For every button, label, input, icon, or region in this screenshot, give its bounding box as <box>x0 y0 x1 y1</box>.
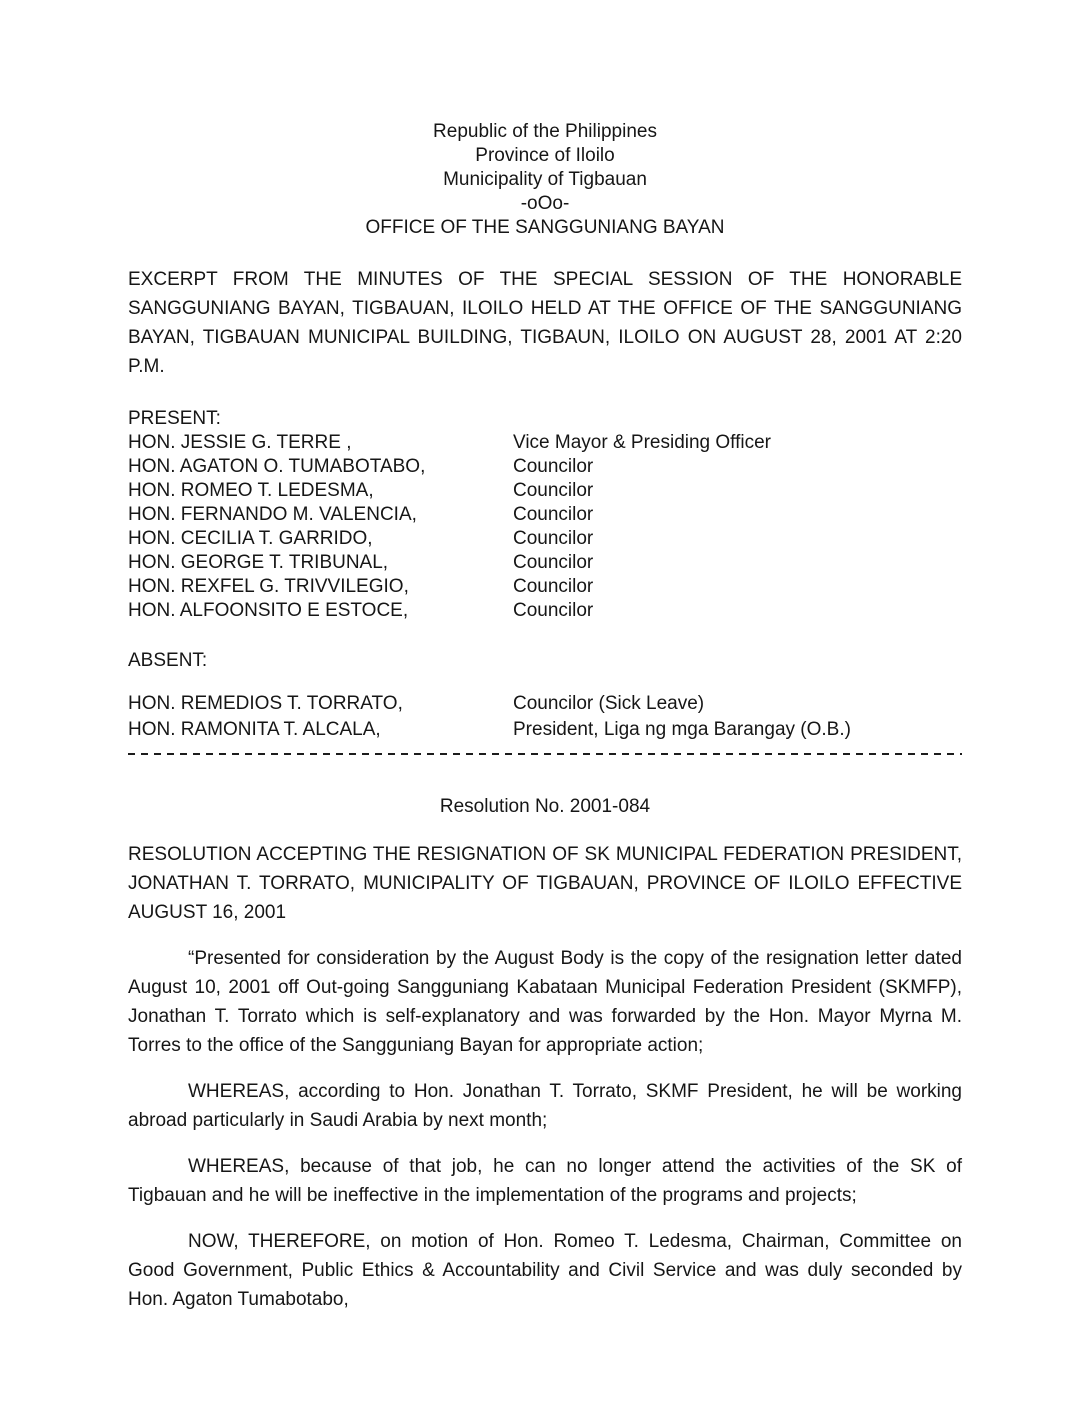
member-name: HON. CECILIA T. GARRIDO, <box>128 528 373 549</box>
member-role: Vice Mayor & Presiding Officer <box>513 432 772 453</box>
resolution-title: RESOLUTION ACCEPTING THE RESIGNATION OF SK MUNICIPAL FEDERATION PRESIDENT, JONATHAN T. TORRATO, MUNICIPALITY OF TIGBAUAN, PROVINCE OF ILOILO EFFECTIVE AUGUST 16, 2001 <box>128 844 962 923</box>
header-line-municipality: Municipality of Tigbauan <box>443 169 647 190</box>
member-role: Councilor <box>513 528 594 549</box>
member-name: HON. REXFEL G. TRIVVILEGIO, <box>128 576 409 597</box>
member-role: President, Liga ng mga Barangay (O.B.) <box>513 719 851 740</box>
resolution-paragraph-whereas-2: WHEREAS, because of that job, he can no longer attend the activities of the SK of Tigbauan and he will be ineffective in the implementation of the programs and projects; <box>128 1156 962 1206</box>
resolution-number: Resolution No. 2001-084 <box>439 796 651 817</box>
resolution-paragraph-whereas-1: WHEREAS, according to Hon. Jonathan T. Torrato, SKMF President, he will be working abroad particularly in Saudi Arabia by next month; <box>128 1081 962 1131</box>
member-name: HON. FERNANDO M. VALENCIA, <box>128 504 417 525</box>
dashed-divider <box>128 752 962 755</box>
present-row <box>128 503 962 527</box>
member-role: Councilor <box>513 600 594 621</box>
present-row <box>128 575 962 599</box>
absent-row <box>128 717 962 743</box>
excerpt-paragraph: EXCERPT FROM THE MINUTES OF THE SPECIAL SESSION OF THE HONORABLE SANGGUNIANG BAYAN, TIGBAUAN, ILOILO HELD AT THE OFFICE OF THE SANGGUNIANG BAYAN, TIGBAUAN MUNICIPAL BUILDING, TIGBAUN, ILOILO ON AUGUST 28, 2001 AT 2:20 P.M. <box>128 269 962 377</box>
member-name: HON. ROMEO T. LEDESMA, <box>128 480 374 501</box>
header-line-province: Province of Iloilo <box>475 145 615 166</box>
absent-roster <box>128 691 962 743</box>
absent-row <box>128 691 962 717</box>
member-role: Councilor <box>513 480 594 501</box>
document-header <box>128 120 962 240</box>
present-roster <box>128 431 962 623</box>
member-name: HON. GEORGE T. TRIBUNAL, <box>128 552 389 573</box>
member-role: Councilor (Sick Leave) <box>513 693 705 714</box>
resolution-paragraph-presented: “Presented for consideration by the August Body is the copy of the resignation letter dated August 10, 2001 off Out-going Sangguniang Kabataan Municipal Federation President (SKMFP), Jonathan T. Torrato which is self-explanatory and was forwarded by the Hon. Mayor Myrna M. Torres to the office of the Sangguniang Bayan for appropriate action; <box>128 948 962 1056</box>
present-row <box>128 551 962 575</box>
member-name: HON. RAMONITA T. ALCALA, <box>128 719 381 740</box>
member-name: HON. AGATON O. TUMABOTABO, <box>128 456 426 477</box>
present-row <box>128 479 962 503</box>
header-line-ornament: -oOo- <box>520 193 570 214</box>
present-label: PRESENT: <box>128 408 221 429</box>
absent-label: ABSENT: <box>128 650 208 671</box>
header-line-republic: Republic of the Philippines <box>433 121 657 142</box>
resolution-paragraph-now-therefore: NOW, THEREFORE, on motion of Hon. Romeo T. Ledesma, Chairman, Committee on Good Government, Public Ethics & Accountability and Civil Service and was duly seconded by Hon. Agaton Tumabotabo, <box>128 1231 962 1310</box>
member-role: Councilor <box>513 456 594 477</box>
present-row <box>128 431 962 455</box>
member-role: Councilor <box>513 576 594 597</box>
member-role: Councilor <box>513 504 594 525</box>
present-row <box>128 455 962 479</box>
present-row <box>128 527 962 551</box>
header-line-office: OFFICE OF THE SANGGUNIANG BAYAN <box>365 217 725 238</box>
member-name: HON. JESSIE G. TERRE , <box>128 432 352 453</box>
present-row <box>128 599 962 623</box>
member-name: HON. ALFOONSITO E ESTOCE, <box>128 600 409 621</box>
member-role: Councilor <box>513 552 594 573</box>
member-name: HON. REMEDIOS T. TORRATO, <box>128 693 403 714</box>
